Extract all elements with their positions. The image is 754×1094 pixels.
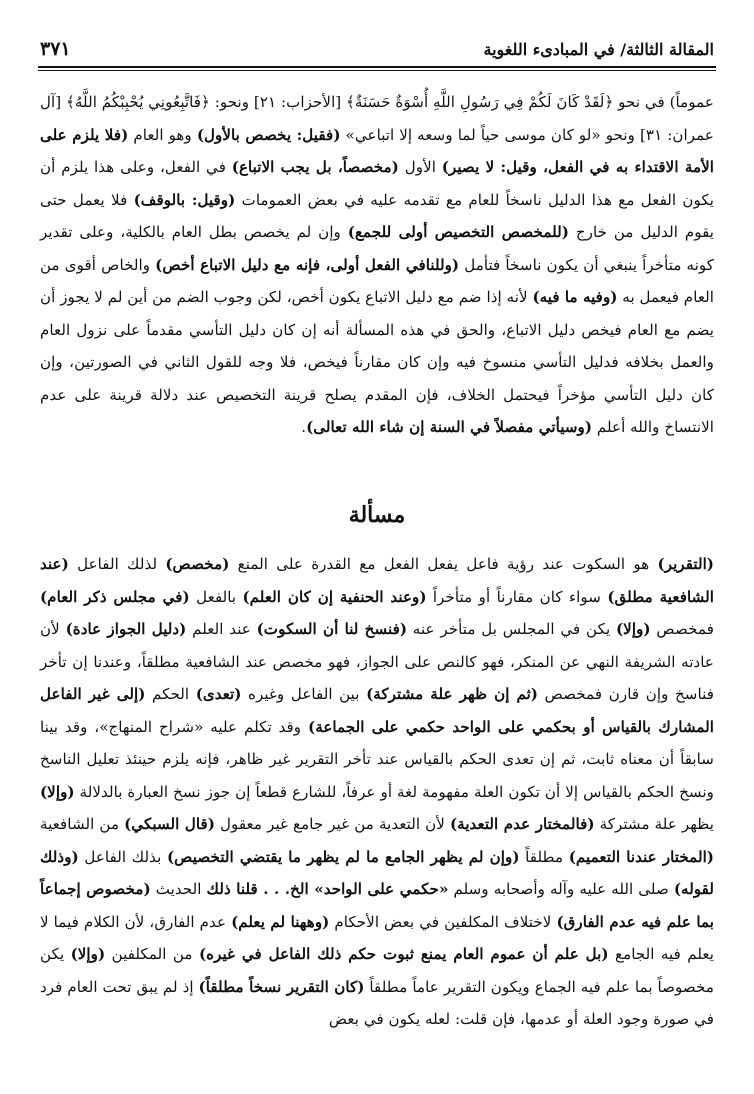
commentary-text: يكن مخصوصاً بما علم فيه الجماع ويكون التقرير عاماً مطلقاً <box>40 945 714 996</box>
matn-quote: (التقرير) <box>657 555 714 573</box>
matn-quote: (مخصوص إجماعاً بما علم فيه عدم الفارق) <box>40 880 714 931</box>
section-heading: مسألة <box>348 502 406 528</box>
commentary-text: فمخصص <box>650 620 714 638</box>
commentary-text: والخاص أقوى من العام فيعمل به <box>40 255 714 306</box>
matn-quote: (وعند الحنفية إن كان العلم) <box>242 587 427 606</box>
commentary-text: من الشافعية <box>40 815 125 833</box>
matn-quote: (في مجلس ذكر العام) <box>40 587 190 606</box>
commentary-text: فلا يعمل حتى يقوم الدليل من خارج <box>40 190 715 241</box>
matn-quote: (بل علم أن عموم العام يمنع ثبوت حكم ذلك الفاعل في غيره) <box>198 945 609 963</box>
commentary-text: يكن في المجلس بل متأخر عنه <box>407 620 616 638</box>
commentary-text: . <box>301 418 307 436</box>
commentary-text: لأنه إذا ضم مع دليل الاتباع يكون أخص، لكن وجوب الضم من أين لم لا يجوز أن يضم مع العام فيخص دليل الاتباع، والحق في هذه المسألة أنه إن كان دليل التأسي مقدماً على نزول العام والعمل بخلافه فدليل التأسي منسوخ فيه وإن كان مقارناً فيخص، فلا وجه للقول الثاني في الصورتين، وإن كان دليل التأسي مؤخراً فيحتمل الخلاف، فإن المقدم يصلح قرينة التخصيص عند دلالة قرينة على عدم الانتساخ والله أعلم <box>40 288 714 436</box>
matn-quote: (وإلا) <box>40 782 75 801</box>
matn-quote: (وإلا) <box>70 945 106 963</box>
matn-quote: (وههنا لم يعلم) <box>231 912 330 931</box>
commentary-text: الحديث <box>150 880 207 898</box>
commentary-text: لاختلاف المكلفين في بعض الأحكام <box>329 912 557 931</box>
commentary-text: وإن لم يخصص بطل العام بالكلية، وعلى تقدير كونه متأخراً ينبغي أن يكون ناسخاً فتأمل <box>40 223 714 274</box>
commentary-text: عدم الفارق، لأن الكلام فيما لا يعلم فيه الجامع <box>40 912 714 963</box>
matn-quote: (وسيأتي مفصلاً في السنة إن شاء الله تعالى) <box>306 418 593 436</box>
matn-quote: «حكمي على الواحد» الخ. . . قلنا ذلك <box>206 880 449 898</box>
matn-quote: (إلى غير الفاعل المشارك بالقياس أو بحكمي على الواحد حكمي على الجماعة) <box>40 685 714 736</box>
commentary-text: صلى الله عليه وآله وأصحابه وسلم <box>448 880 674 898</box>
commentary-text: عند العلم <box>186 620 257 638</box>
commentary-text: لذلك الفاعل <box>68 555 166 573</box>
matn-quote: (فنسخ لنا أن السكوت) <box>256 620 408 638</box>
matn-quote: (المختار عندنا التعميم) <box>568 847 714 866</box>
matn-quote: (للمخصص التخصيص أولى للجمع) <box>347 223 569 241</box>
page-number: ٣٧١ <box>40 38 71 60</box>
matn-quote: (تعدى) <box>195 685 242 703</box>
commentary-text: يظهر علة مشتركة <box>594 815 714 833</box>
matn-quote: (فقيل: يخصص بالأول) <box>196 125 341 144</box>
matn-quote: (عند الشافعية مطلق) <box>40 555 714 606</box>
commentary-text: في الفعل، وعلى هذا يلزم أن يكون الفعل مع هذا الدليل ناسخاً للعام مع تقدمه عليه في بعض العمومات <box>40 158 714 209</box>
matn-quote: (فلا يلزم على الأمة الاقتداء به في الفعل، وقيل: لا يصير) <box>40 125 714 176</box>
matn-quote: (مخصصاً، بل يجب الاتباع) <box>231 158 399 176</box>
matn-quote: (وللنافي الفعل أولى، فإنه مع دليل الاتباع أخص) <box>155 255 460 274</box>
commentary-text: بالفعل <box>189 587 243 606</box>
commentary-text: هو السكوت عند رؤية فاعل يفعل الفعل مع القدرة على المنع <box>229 555 658 573</box>
commentary-text: الحكم <box>145 685 196 703</box>
matn-quote: (وإن لم يظهر الجامع ما لم يظهر ما يقتضي التخصيص) <box>167 847 520 866</box>
running-header <box>40 34 714 64</box>
matn-quote: (قال السبكي) <box>124 815 215 833</box>
commentary-text: وهو العام <box>128 125 197 144</box>
commentary-text: لأن عادته الشريفة النهي عن المنكر، فهو كالنص على الجواز، فهو مخصص عند الشافعية مطلقاً، وعندنا إن تأخر فناسخ وإن قارن فمخصص <box>40 620 714 703</box>
commentary-text: لأن التعدية من غير جامع غير معقول <box>214 815 450 833</box>
header-rule <box>38 66 716 71</box>
matn-quote: (وقيل: بالوقف) <box>133 190 236 209</box>
paragraph-commentary-1 <box>40 86 714 444</box>
matn-quote: (وفيه ما فيه) <box>532 288 618 306</box>
matn-quote: (وإلا) <box>616 620 651 638</box>
commentary-text: من المكلفين <box>105 945 199 963</box>
commentary-text: إذ لم يبق تحت العام فرد في صورة وجود العلة أو عدمها، فإن قلت: لعله يكون في بعض <box>40 977 714 1028</box>
paragraph-commentary-2 <box>40 548 714 1036</box>
matn-quote: (وذلك لقوله) <box>40 847 714 898</box>
chapter-title: المقالة الثالثة/ في المبادىء اللغوية <box>483 39 714 59</box>
matn-quote: (فالمختار عدم التعدية) <box>449 815 595 833</box>
commentary-text: عموماً) في نحو ﴿لَقَدْ كَانَ لَكُمْ فِي رَسُولِ اللَّهِ أُسْوَةٌ حَسَنَةٌ﴾ [الأحزاب: ٢١] ونحو: ﴿فَاتَّبِعُونِي يُحْبِبْكُمُ اللَّهُ﴾ [آل عمران: ٣١] ونحو «لو كان موسى حياً لما وسعه إلا اتباعي» <box>40 93 714 144</box>
commentary-text: مطلقاً <box>519 847 569 866</box>
commentary-text: سواء كان مقارناً أو متأخراً <box>426 587 608 606</box>
commentary-text: بذلك الفاعل <box>78 847 167 866</box>
matn-quote: (مخصص) <box>165 555 230 573</box>
matn-quote: (دليل الجواز عادة) <box>65 620 187 638</box>
matn-quote: (كان التقرير نسخاً مطلقاً) <box>198 977 365 996</box>
commentary-text: الأول <box>398 158 442 176</box>
commentary-text: بين الفاعل وغيره <box>241 685 367 703</box>
commentary-text: وقد تكلم عليه «شراح المنهاج»، وقد بينا سابقاً أن معناه ثابت، ثم إن تعدى الحكم بالقياس عند تأخر التقرير غير ظاهر، فإنه يلزم حينئذ تعليل الناسخ ونسخ الحكم بالقياس إلا أن تكون العلة مفهومة لغة أو عرفاً، للشارع قطعاً إن جوز نسخ العبارة بالدلالة <box>40 717 714 801</box>
matn-quote: (ثم إن ظهر علة مشتركة) <box>366 685 538 703</box>
